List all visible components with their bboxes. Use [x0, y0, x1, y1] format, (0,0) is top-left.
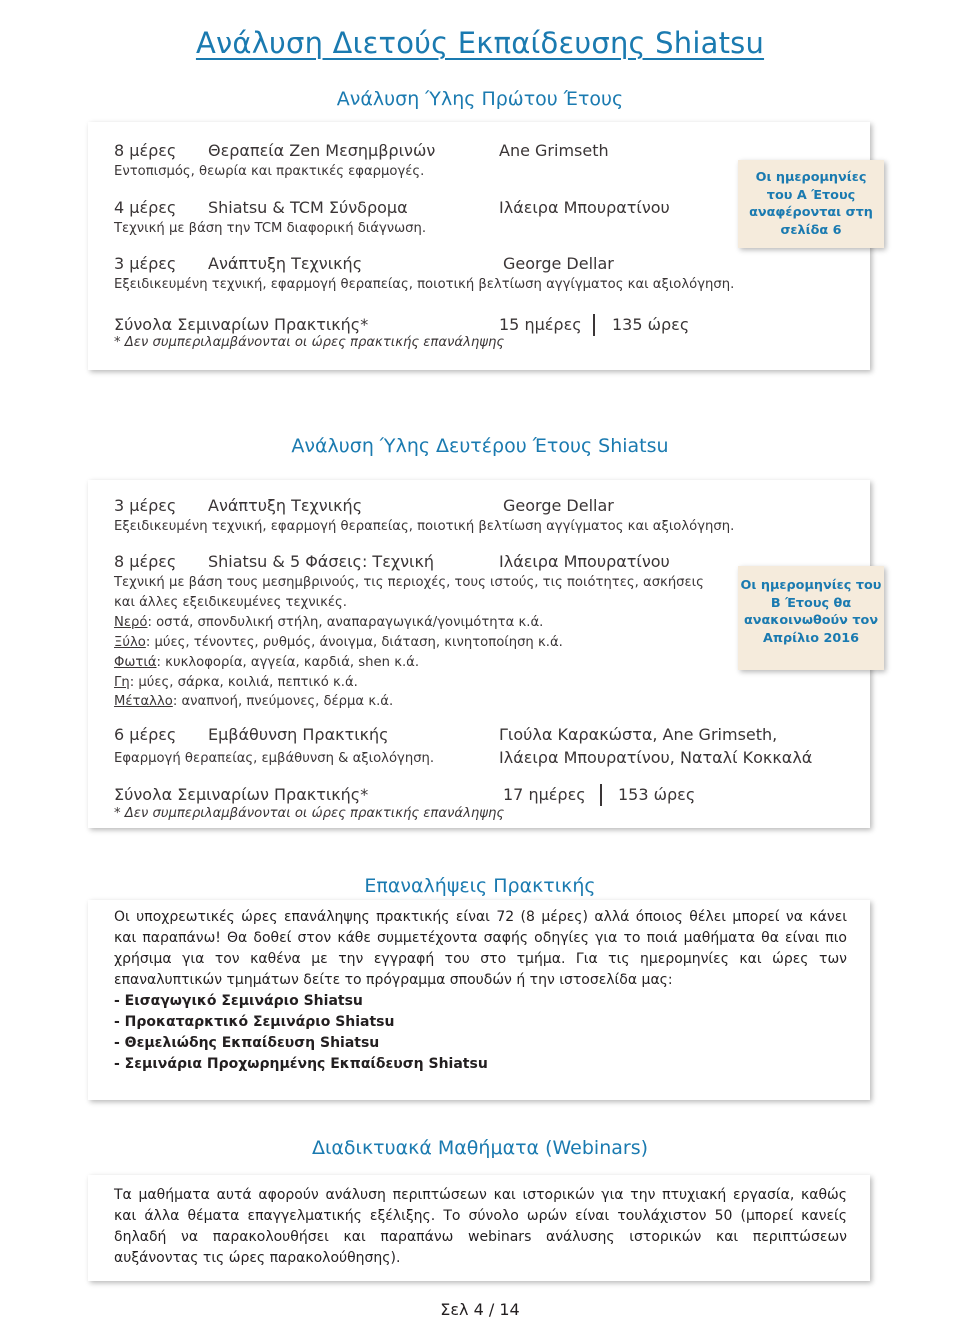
year1-row1-days: 8 μέρες: [114, 141, 177, 160]
webinars-heading: Διαδικτυακά Μαθήματα (Webinars): [311, 1137, 649, 1159]
year2-row2-desc2: και άλλες εξειδικευμένες τεχνικές.: [114, 595, 347, 610]
year1-callout-line: του Α Έτους: [766, 187, 856, 203]
page-title: Ανάλυση Διετούς Εκπαίδευσης Shiatsu: [195, 26, 765, 60]
year2-row1-teacher: George Dellar: [503, 496, 614, 515]
year1-row3-days: 3 μέρες: [114, 254, 177, 273]
repeats-heading: Επαναλήψεις Πρακτικής: [364, 875, 596, 897]
year2-row1-subject: Ανάπτυξη Τεχνικής: [208, 496, 363, 515]
repeats-line: επαναλυπτικών τμημάτων δείτε το πρόγραμμα σπουδών ή την ιστοσελίδα μας:: [114, 972, 673, 988]
year2-dates-callout: [738, 566, 884, 670]
element-name: Νερό: [114, 615, 148, 630]
year2-row3-teacher2: Ιλάειρα Μπουρατίνου, Ναταλί Κοκκαλά: [499, 748, 813, 767]
element-water: [114, 615, 543, 630]
year1-row1-teacher: Ane Grimseth: [499, 141, 609, 160]
year2-callout-line: ανακοινωθούν τον: [743, 613, 879, 628]
year1-dates-callout: [738, 160, 884, 248]
repeats-bullet: - Εισαγωγικό Σεμινάριο Shiatsu: [114, 993, 363, 1009]
year2-row3-desc: Εφαρμογή θεραπείας, εμβάθυνση & αξιολόγηση.: [114, 751, 435, 766]
element-text: : οστά, σπονδυλική στήλη, αναπαραγωγικά/γονιμότητα κ.ά.: [147, 615, 544, 630]
year2-callout-line: Οι ημερομηνίες του: [740, 578, 882, 593]
webinars-paragraph: [114, 1185, 847, 1269]
repeats-bullet: - Προκαταρκτικό Σεμινάριο Shiatsu: [114, 1014, 395, 1030]
element-text: : μύες, τένοντες, ρυθμός, άνοιγμα, διάταση, κινητοποίηση κ.ά.: [145, 635, 563, 650]
webinars-line: και άλλα θέματα επαγγελματικής εξέλιξης. Το σύνολο ωρών είναι τουλάχιστον 50 (μπορεί κανείς: [114, 1208, 847, 1224]
element-text: : μύες, σάρκα, κοιλιά, πεπτικό κ.ά.: [129, 675, 358, 690]
element-name: Φωτιά: [114, 655, 157, 670]
year2-row3-teacher1: Γιούλα Καρακώστα, Ane Grimseth,: [499, 725, 778, 744]
year2-row3-subject: Εμβάθυνση Πρακτικής: [208, 725, 389, 744]
element-name: Γη: [114, 675, 130, 690]
year1-totals-divider: [593, 314, 595, 336]
year2-row2-subject: Shiatsu & 5 Φάσεις: Τεχνική: [208, 552, 435, 571]
year2-note: * Δεν συμπεριλαμβάνονται οι ώρες πρακτικής επανάληψης: [114, 806, 505, 821]
year2-row1-desc: Εξειδικευμένη τεχνική, εφαρμογή θεραπείας, ποιοτική βελτίωση αγγίγματος και αξιολόγηση.: [114, 519, 735, 534]
element-text: : κυκλοφορία, αγγεία, καρδιά, shen κ.ά.: [156, 655, 420, 670]
year2-row2-desc1: Τεχνική με βάση τους μεσημβρινούς, τις περιοχές, τους ιστούς, τις ποιότητες, ασκήσεις: [114, 575, 704, 590]
year1-row2-subject: Shiatsu & TCM Σύνδρομα: [208, 198, 408, 217]
year2-totals-hours: 153 ώρες: [618, 785, 696, 804]
element-wood: [114, 635, 563, 650]
element-earth: [114, 675, 358, 690]
year1-callout-line: σελίδα 6: [780, 222, 842, 238]
webinars-line: δηλαδή να παρακολουθήσει και παραπάνω webinars ανάλυσης ιστορικών και περιπτώσεων: [114, 1229, 847, 1245]
year2-row2-teacher: Ιλάειρα Μπουρατίνου: [499, 552, 670, 571]
element-metal: [114, 694, 393, 709]
year1-row3-desc: Εξειδικευμένη τεχνική, εφαρμογή θεραπείας, ποιοτική βελτίωση αγγίγματος και αξιολόγηση.: [114, 277, 735, 292]
year1-row2-days: 4 μέρες: [114, 198, 177, 217]
year2-totals-label: Σύνολα Σεμιναρίων Πρακτικής*: [114, 785, 369, 804]
element-fire: [114, 655, 419, 670]
year2-row2-days: 8 μέρες: [114, 552, 177, 571]
repeats-line: Οι υποχρεωτικές ώρες επανάληψης πρακτικής είναι 72 (8 μέρες) αλλά όποιος θέλει μπορεί να κάνει: [114, 909, 847, 925]
webinars-line: αυξάνοντας τις ώρες παρακολούθησης).: [114, 1250, 401, 1266]
year2-totals-days: 17 ημέρες: [503, 785, 586, 804]
repeats-line: και παραπάνω! Θα δοθεί στον κάθε συμμετέχοντα σαφής οδηγίες για το ποιά μαθήματα θα είναι πιο: [114, 930, 847, 946]
year1-callout-line: Οι ημερομηνίες: [755, 170, 867, 185]
element-name: Ξύλο: [114, 635, 146, 650]
year1-totals-label: Σύνολα Σεμιναρίων Πρακτικής*: [114, 315, 369, 334]
year1-row2-desc: Τεχνική με βάση την TCM διαφορική διάγνωση.: [114, 221, 427, 236]
year1-row1-desc: Εντοπισμός, θεωρία και πρακτικές εφαρμογές.: [114, 164, 425, 179]
year2-callout-line: Β Έτους θα: [770, 595, 852, 611]
repeats-paragraph: [114, 907, 847, 1075]
year2-row3-days: 6 μέρες: [114, 725, 177, 744]
year1-totals-hours: 135 ώρες: [612, 315, 690, 334]
year2-heading: Ανάλυση Ύλης Δευτέρου Έτους Shiatsu: [291, 435, 669, 457]
year1-totals-days: 15 ημέρες: [499, 315, 582, 334]
repeats-bullet: - Σεμινάρια Προχωρημένης Εκπαίδευση Shiatsu: [114, 1056, 488, 1072]
year1-callout-line: αναφέρονται στη: [749, 205, 873, 220]
year1-row2-teacher: Ιλάειρα Μπουρατίνου: [499, 198, 670, 217]
year1-row1-subject: Θεραπεία Zen Μεσημβρινών: [208, 141, 436, 160]
year1-row3-teacher: George Dellar: [503, 254, 614, 273]
year2-totals-divider: [600, 784, 602, 806]
webinars-line: Τα μαθήματα αυτά αφορούν ανάλυση περιπτώσεων και ιστορικών για την πτυχιακή εργασία, καθώς: [114, 1187, 847, 1203]
repeats-line: χρήσιμα για τον καθένα με την εγγραφή του στο τμήμα. Για τις ημερομηνίες και ώρες των: [114, 951, 847, 967]
element-text: : αναπνοή, πνεύμονες, δέρμα κ.ά.: [172, 694, 394, 709]
year2-callout-line: Απρίλιο 2016: [762, 630, 860, 646]
element-name: Μέταλλο: [114, 694, 173, 709]
repeats-bullet: - Θεμελιώδης Εκπαίδευση Shiatsu: [114, 1035, 380, 1051]
year1-note: * Δεν συμπεριλαμβάνονται οι ώρες πρακτικής επανάληψης: [114, 335, 505, 350]
year1-row3-subject: Ανάπτυξη Τεχνικής: [208, 254, 363, 273]
page-number: Σελ 4 / 14: [440, 1300, 520, 1319]
year1-heading: Ανάλυση Ύλης Πρώτου Έτους: [336, 88, 624, 110]
year2-row1-days: 3 μέρες: [114, 496, 177, 515]
